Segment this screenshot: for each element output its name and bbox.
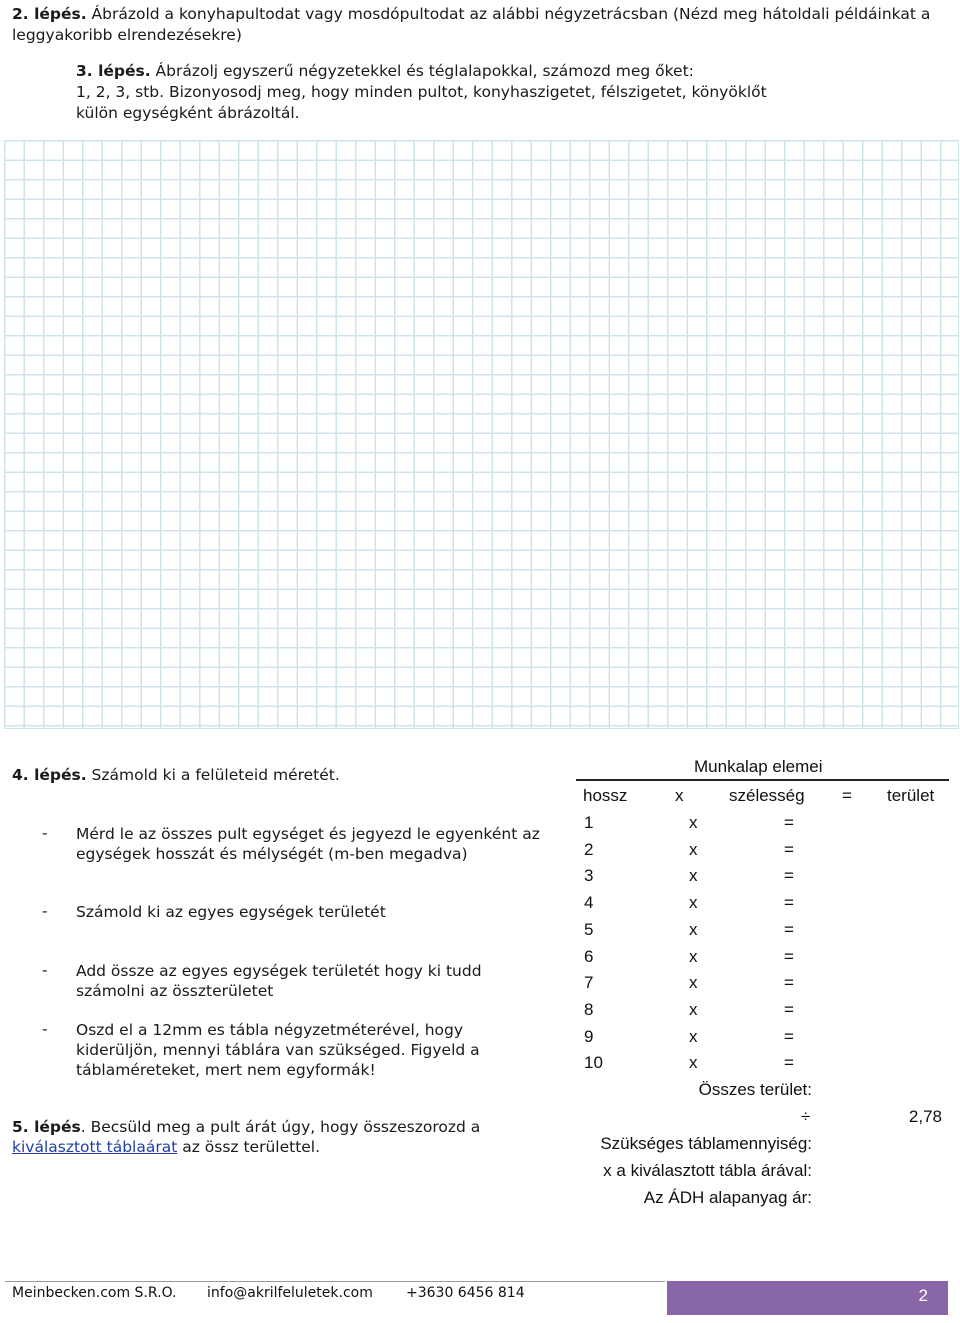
step5-text1: . Becsüld meg a pult árát úgy, hogy összeszorozd a — [80, 1118, 481, 1136]
row-number: 5 — [584, 919, 594, 939]
row-equals: = — [784, 893, 794, 913]
row-equals: = — [784, 866, 794, 886]
row-equals: = — [784, 999, 794, 1019]
step3-line1: Ábrázolj egyszerű négyzetekkel és téglalapokkal, számozd meg őket: — [150, 62, 694, 80]
row-equals: = — [784, 813, 794, 832]
row-number: 8 — [584, 999, 594, 1019]
needed-boards-label: Szükséges táblamennyiség: — [600, 1134, 812, 1153]
bullet-dash: - — [42, 961, 48, 979]
step5-label: 5. lépés — [12, 1118, 81, 1136]
divide-value: 2,78 — [908, 1107, 942, 1126]
row-times: x — [689, 999, 698, 1019]
page-number: 2 — [918, 1286, 928, 1305]
header-terulet: terület — [887, 786, 935, 805]
bullet-dash: - — [42, 824, 48, 842]
row-times: x — [689, 839, 698, 859]
bullet-text: Mérd le az összes pult egységet és jegyezd le egyenként az egységek hosszát és mélységét (m-ben megadva) — [76, 825, 540, 863]
row-number: 7 — [584, 973, 594, 993]
step3-label: 3. lépés. — [76, 62, 151, 80]
footer-phone: +3630 6456 814 — [406, 1285, 525, 1301]
row-times: x — [689, 866, 698, 886]
row-times: x — [689, 973, 698, 993]
step4-label: 4. lépés. — [12, 766, 87, 784]
step2-paragraph — [12, 4, 947, 46]
header-x: x — [675, 786, 684, 805]
bullet-text: Add össze az egyes egységek területét hogy ki tudd számolni az összterületet — [76, 962, 482, 1000]
divide-symbol: ÷ — [801, 1107, 811, 1126]
step3-paragraph — [76, 61, 956, 124]
row-number: 10 — [584, 1053, 603, 1073]
row-times: x — [689, 813, 698, 832]
step4-text: Számold ki a felületeid méretét. — [86, 766, 340, 784]
total-area-label: Összes terület: — [698, 1080, 812, 1099]
bullet-dash: - — [42, 902, 48, 920]
material-price-label: Az ÁDH alapanyag ár: — [643, 1188, 812, 1207]
worksheet-title: Munkalap elemei — [694, 757, 823, 776]
header-hossz: hossz — [583, 786, 628, 805]
footer-email: info@akrilfeluletek.com — [207, 1285, 373, 1301]
footer-company: Meinbecken.com S.R.O. — [12, 1285, 177, 1301]
step5-text2: az össz területtel. — [177, 1138, 321, 1156]
step3-line3: külön egységként ábrázoltál. — [76, 104, 300, 122]
worksheet-title-rule — [576, 779, 949, 781]
row-equals: = — [784, 946, 794, 966]
header-equals: = — [842, 786, 852, 805]
row-number: 6 — [584, 946, 594, 966]
drawing-grid[interactable] — [4, 140, 959, 729]
row-equals: = — [784, 1053, 794, 1073]
row-number: 2 — [584, 839, 594, 859]
row-equals: = — [784, 973, 794, 993]
row-times: x — [689, 1026, 698, 1046]
bullet-text: Oszd el a 12mm es tábla négyzetméterével, hogy kiderüljön, mennyi táblára van szükséged. Figyeld a táblaméreteket, mert nem egyformák! — [76, 1021, 480, 1079]
step4-heading — [12, 766, 340, 784]
step5-paragraph — [12, 1117, 532, 1157]
board-price-link[interactable]: kiválasztott táblaárat — [12, 1138, 178, 1156]
bullet-text: Számold ki az egyes egységek területét — [76, 903, 386, 921]
footer-page-bar — [667, 1281, 948, 1315]
step2-text: Ábrázold a konyhapultodat vagy mosdópultodat az alábbi négyzetrácsban (Nézd meg hátoldali példáinkat a leggyakoribb elrendezésekre) — [12, 5, 931, 44]
row-equals: = — [784, 919, 794, 939]
row-number: 1 — [584, 813, 594, 832]
row-number: 3 — [584, 866, 594, 886]
row-equals: = — [784, 1026, 794, 1046]
step2-label: 2. lépés. — [12, 5, 87, 23]
board-price-label: x a kiválasztott tábla árával: — [603, 1161, 812, 1180]
bullet-dash: - — [42, 1020, 48, 1038]
step3-line2: 1, 2, 3, stb. Bizonyosodj meg, hogy minden pultot, konyhaszigetet, félszigetet, könyöklőt — [76, 83, 767, 101]
row-times: x — [689, 919, 698, 939]
row-equals: = — [784, 839, 794, 859]
row-number: 4 — [584, 893, 594, 913]
header-szelesseg: szélesség — [729, 786, 805, 805]
row-number: 9 — [584, 1026, 594, 1046]
row-times: x — [689, 893, 698, 913]
row-times: x — [689, 946, 698, 966]
footer-rule — [5, 1281, 665, 1282]
row-times: x — [689, 1053, 698, 1073]
